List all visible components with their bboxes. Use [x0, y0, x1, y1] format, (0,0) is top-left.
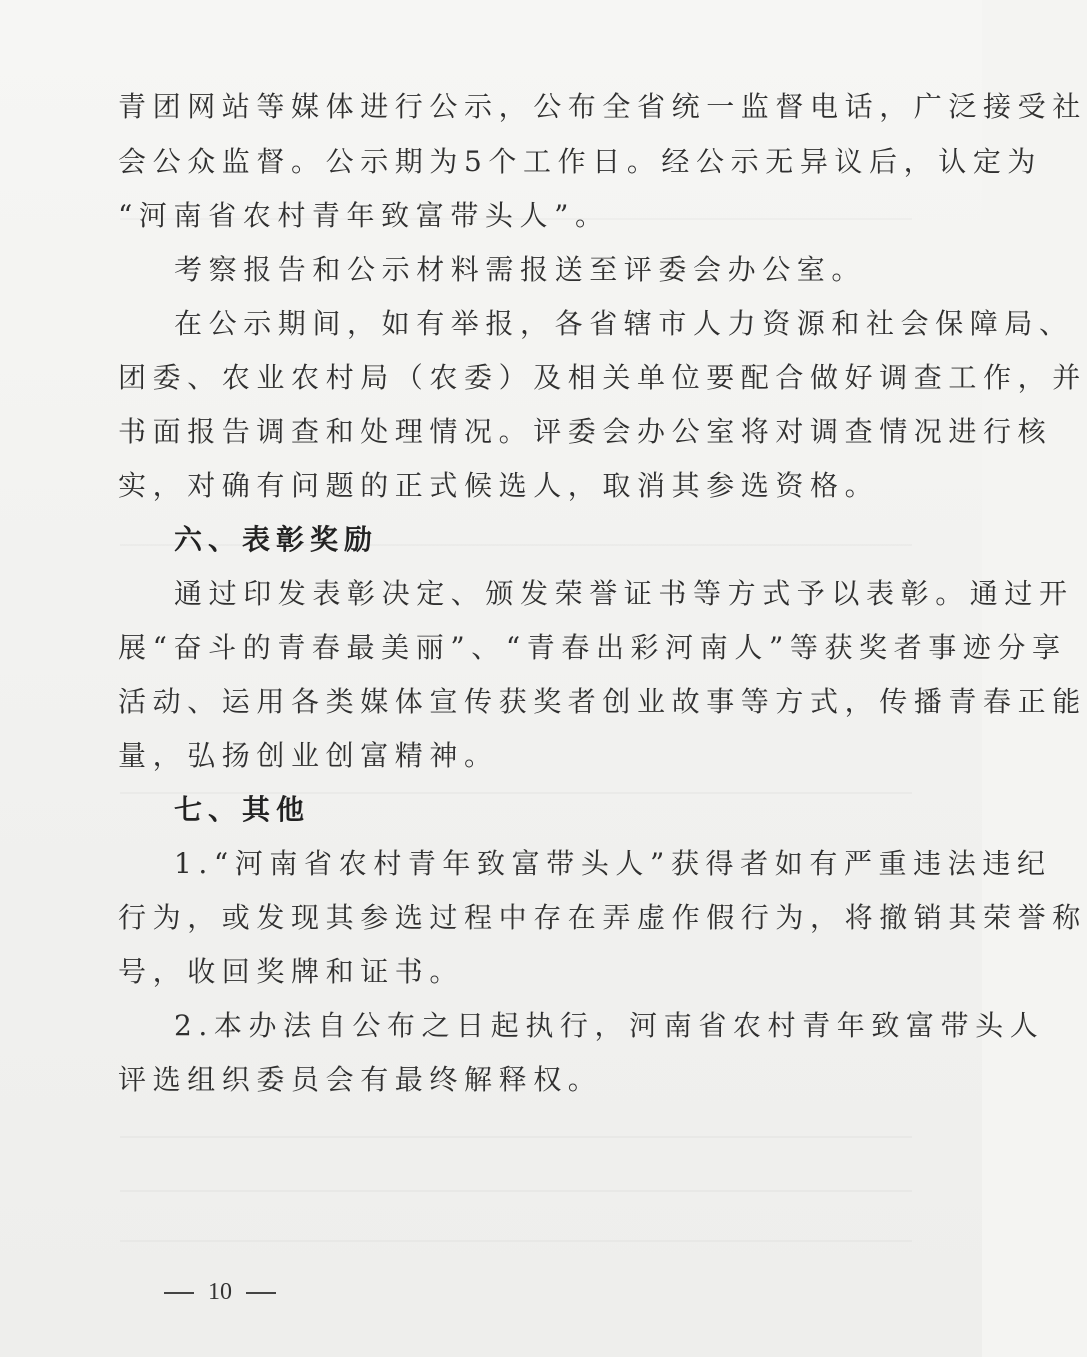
body-line: 活动、运用各类媒体宣传获奖者创业故事等方式，传播青春正能 [118, 685, 1087, 718]
page-number-dash-left [164, 1292, 194, 1294]
paragraph-line: 考察报告和公示材料需报送至评委会办公室。 [174, 253, 867, 286]
page-number-dash-right [246, 1292, 276, 1294]
body-line: 青团网站等媒体进行公示，公布全省统一监督电话，广泛接受社 [118, 90, 1087, 123]
body-line: 评选组织委员会有最终解释权。 [118, 1063, 603, 1096]
body-line: 团委、农业农村局（农委）及相关单位要配合做好调查工作，并 [118, 361, 1087, 394]
paragraph-line: 通过印发表彰决定、颁发荣誉证书等方式予以表彰。通过开 [174, 577, 1074, 610]
bleed-through-line [120, 1136, 912, 1138]
paragraph-line: 2.本办法自公布之日起执行，河南省农村青年致富带头人 [174, 1009, 1045, 1042]
body-line: 号，收回奖牌和证书。 [118, 955, 465, 988]
body-line: 量，弘扬创业创富精神。 [118, 739, 499, 772]
bleed-through-line [120, 1190, 912, 1192]
body-line: 展“奋斗的青春最美丽”、“青春出彩河南人”等获奖者事迹分享 [118, 631, 1067, 664]
page-number-value: 10 [208, 1279, 232, 1305]
page-number [150, 1276, 290, 1308]
body-line: “河南省农村青年致富带头人”。 [118, 199, 610, 232]
body-line: 书面报告调查和处理情况。评委会办公室将对调查情况进行核 [118, 415, 1053, 448]
paragraph-line: 在公示期间，如有举报，各省辖市人力资源和社会保障局、 [174, 307, 1074, 340]
body-line: 行为，或发现其参选过程中存在弄虚作假行为，将撤销其荣誉称 [118, 901, 1087, 934]
section-heading-awards: 六、表彰奖励 [174, 523, 379, 556]
body-line: 实，对确有问题的正式候选人，取消其参选资格。 [118, 469, 880, 502]
bleed-through-line [120, 1240, 912, 1242]
body-line: 会公众监督。公示期为5个工作日。经公示无异议后，认定为 [118, 145, 1043, 178]
section-heading-other: 七、其他 [174, 793, 311, 826]
paragraph-line: 1.“河南省农村青年致富带头人”获得者如有严重违法违纪 [174, 847, 1052, 880]
